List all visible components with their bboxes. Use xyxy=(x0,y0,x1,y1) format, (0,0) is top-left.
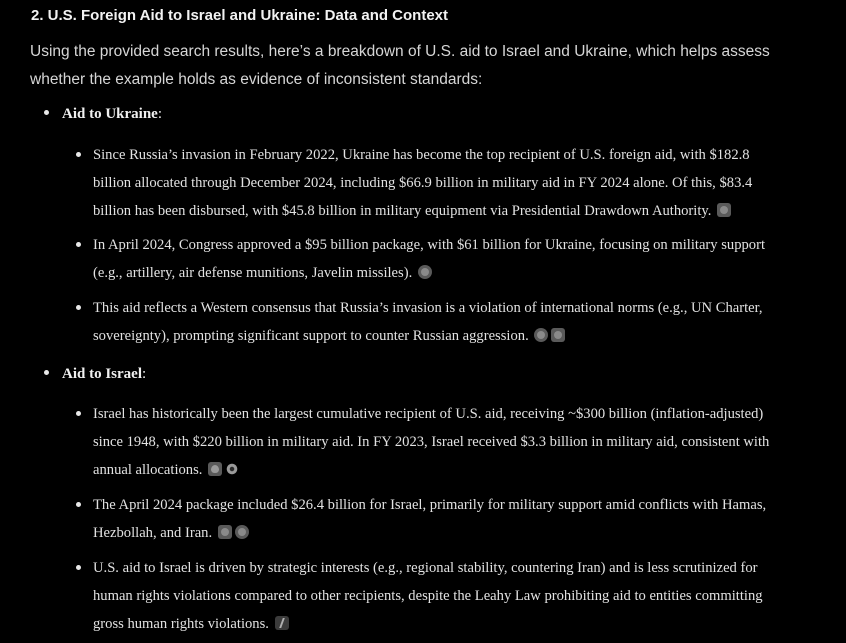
list-item-text: Since Russia’s invasion in February 2022, Ukraine has become the top recipient of U.S. foreign aid, with $182.8 billion allocated through December 2024, including $66.9 billion in military aid in FY 2024 alone. Of this, $83.4 billion has been disbursed, with $45.8 billion in military equipment via Presidential Drawdown Authority. xyxy=(93,147,753,219)
source-favicon-icon[interactable] xyxy=(218,525,232,539)
list-item xyxy=(76,141,776,225)
gear-favicon-icon[interactable] xyxy=(225,462,239,476)
bullet-icon xyxy=(76,502,81,507)
source-favicon-icon[interactable] xyxy=(208,462,222,476)
source-favicon-icon[interactable] xyxy=(551,328,565,342)
intro-paragraph: Using the provided search results, here’s a breakdown of U.S. aid to Israel and Ukraine, which helps assess whether the example holds as evidence of inconsistent standards: xyxy=(30,43,770,88)
section-title-israel: Aid to Israel xyxy=(62,366,142,382)
list-item-text: This aid reflects a Western consensus that Russia’s invasion is a violation of international norms (e.g., UN Charter, sovereignty), prompting significant support to counter Russian aggression. xyxy=(93,300,763,344)
source-favicon-icon[interactable] xyxy=(534,328,548,342)
list-item xyxy=(76,400,776,484)
bullet-icon xyxy=(76,565,81,570)
list-item xyxy=(76,231,776,287)
bullet-icon xyxy=(76,152,81,157)
list-item-text: U.S. aid to Israel is driven by strategic interests (e.g., regional stability, countering Iran) and is less scrutinized for human rights violations compared to other recipients, despite the Leahy Law prohibiting aid to entities committing gross human rights violations. xyxy=(93,560,763,632)
bullet-icon xyxy=(76,411,81,416)
list-item-ukraine: Aid to Ukraine: xyxy=(44,103,162,125)
list-item-text: Israel has historically been the largest cumulative recipient of U.S. aid, receiving ~$300 billion (inflation-adjusted) since 1948, with $220 billion in military aid. In FY 2023, Israel received $3.3 billion in military aid, consistent with annual allocations. xyxy=(93,406,770,478)
section-title-ukraine: Aid to Ukraine xyxy=(62,106,158,122)
list-item xyxy=(76,294,776,350)
bullet-icon xyxy=(76,242,81,247)
source-favicon-icon[interactable] xyxy=(235,525,249,539)
source-favicon-icon[interactable] xyxy=(418,265,432,279)
section-heading: 2. U.S. Foreign Aid to Israel and Ukraine: Data and Context xyxy=(31,7,449,24)
list-item xyxy=(76,491,776,547)
list-item xyxy=(76,554,776,638)
list-item-text: The April 2024 package included $26.4 billion for Israel, primarily for military support amid conflicts with Hamas, Hezbollah, and Iran. xyxy=(93,497,767,541)
bullet-icon xyxy=(44,370,49,375)
bullet-icon xyxy=(44,110,49,115)
list-item-text: In April 2024, Congress approved a $95 billion package, with $61 billion for Ukraine, focusing on military support (e.g., artillery, air defense munitions, Javelin missiles). xyxy=(93,237,766,281)
bullet-icon xyxy=(76,305,81,310)
list-item-israel: Aid to Israel: xyxy=(44,363,146,385)
source-favicon-icon[interactable] xyxy=(717,203,731,217)
script-favicon-icon[interactable] xyxy=(275,616,289,630)
